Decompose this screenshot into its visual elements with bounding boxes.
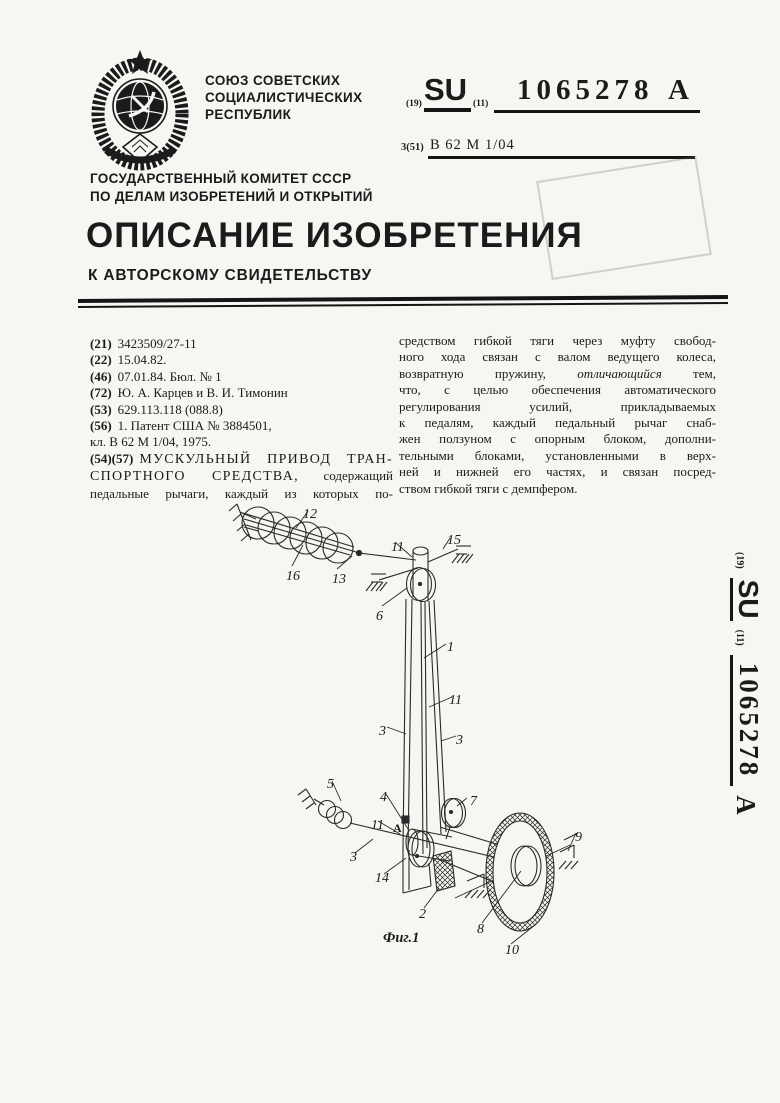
state-committee-lines bbox=[90, 170, 373, 206]
figure-part-label: 11 bbox=[391, 540, 404, 555]
abstract-line: жен ползуном с опорным блоком, дополни- bbox=[399, 431, 716, 447]
abstract-line: средством гибкой тяги через муфту свобод- bbox=[399, 333, 716, 348]
figure-part-label: 5 bbox=[327, 777, 334, 792]
figure-part-label: 14 bbox=[375, 871, 389, 886]
figure-part-label: 15 bbox=[447, 533, 461, 548]
figure-part-label: 6 bbox=[376, 609, 383, 624]
number-underline bbox=[494, 110, 700, 113]
biblio-line: (22) 15.04.82. bbox=[90, 352, 167, 368]
sidebar-number: 1065278 bbox=[730, 655, 762, 787]
figure-part-label: 13 bbox=[332, 572, 346, 587]
abstract-line: возвратную пружину, отличающийся тем, bbox=[399, 365, 716, 381]
figure-part-label: 9 bbox=[575, 830, 582, 845]
sidebar-document-number bbox=[730, 552, 770, 892]
abstract-line: ней и нижней его частях, и связан посред- bbox=[399, 464, 716, 480]
figure-part-label: 11 bbox=[371, 818, 384, 833]
committee-line: ПО ДЕЛАМ ИЗОБРЕТЕНИЙ И ОТКРЫТИЙ bbox=[90, 189, 373, 204]
biblio-line: (53) 629.113.118 (088.8) bbox=[90, 401, 223, 417]
biblio-line: (56) 1. Патент США № 3884501, bbox=[90, 418, 272, 434]
double-rule bbox=[78, 295, 728, 308]
figure-part-label: 1 bbox=[447, 640, 454, 655]
sidebar-code-11: (11) bbox=[734, 629, 745, 646]
country-underline bbox=[424, 108, 471, 112]
union-name-lines bbox=[205, 72, 363, 123]
abstract-column bbox=[399, 333, 716, 497]
abstract-line: тельными блоками, установленными в верх- bbox=[399, 447, 716, 463]
figure-part-label: 7 bbox=[470, 794, 477, 809]
biblio-line: кл. В 62 М 1/04, 1975. bbox=[90, 434, 212, 450]
abstract-line: к педалям, каждый педальный рычаг снаб- bbox=[399, 415, 716, 431]
sidebar-country-code: SU bbox=[730, 578, 762, 621]
figure-part-label: 10 bbox=[505, 943, 519, 958]
figure-part-label: 3 bbox=[379, 724, 386, 739]
code-11-label: (11) bbox=[473, 99, 489, 109]
code-19-label: (19) bbox=[406, 99, 422, 109]
figure-part-label: 4 bbox=[380, 790, 387, 805]
ipc-prefix: 3(51) bbox=[401, 142, 424, 153]
page-title: ОПИСАНИЕ ИЗОБРЕТЕНИЯ bbox=[86, 216, 583, 255]
document-number: 1065278 bbox=[517, 74, 654, 106]
figure-caption: Фиг.1 bbox=[383, 930, 420, 946]
abstract-line: ного хода связан с валом ведущего колеса, bbox=[399, 349, 716, 365]
sidebar-kind: A bbox=[731, 795, 761, 815]
figure-part-label: 16 bbox=[286, 569, 300, 584]
biblio-line: (46) 07.01.84. Бюл. № 1 bbox=[90, 368, 222, 384]
union-name-line: РЕСПУБЛИК bbox=[205, 107, 292, 122]
biblio-line: педальные рычаги, каждый из которых по- bbox=[90, 485, 393, 501]
committee-line: ГОСУДАРСТВЕННЫЙ КОМИТЕТ СССР bbox=[90, 171, 352, 186]
bibliographic-column bbox=[90, 336, 393, 502]
abstract-line: регулирования усилий, прикладываемых bbox=[399, 398, 716, 414]
figure-part-label: 2 bbox=[419, 907, 426, 922]
abstract-line: ством гибкой тяги с демпфером. bbox=[399, 480, 578, 496]
biblio-line: (21) 3423509/27-11 bbox=[90, 336, 197, 351]
figure-part-label: 12 bbox=[303, 507, 317, 522]
ipc-underline bbox=[428, 156, 695, 159]
page-subtitle: К АВТОРСКОМУ СВИДЕТЕЛЬСТВУ bbox=[88, 267, 372, 284]
figure-part-label: 11 bbox=[449, 693, 462, 708]
country-code: SU bbox=[424, 72, 468, 107]
ipc-classification: B 62 M 1/04 bbox=[430, 137, 515, 153]
figure-part-label: A bbox=[393, 821, 402, 835]
biblio-line: (72) Ю. А. Карцев и В. И. Тимонин bbox=[90, 385, 288, 401]
biblio-line: СПОРТНОГО СРЕДСТВА, содержащий bbox=[90, 468, 393, 485]
union-name-line: СОЮЗ СОВЕТСКИХ bbox=[205, 73, 341, 88]
union-name-line: СОЦИАЛИСТИЧЕСКИХ bbox=[205, 90, 363, 105]
biblio-line: (54)(57) МУСКУЛЬНЫЙ ПРИВОД ТРАН- bbox=[90, 450, 393, 467]
document-kind: A bbox=[668, 74, 689, 106]
abstract-line: что, с целью обеспечения автоматического bbox=[399, 382, 716, 398]
figure-part-label: 3 bbox=[350, 850, 357, 865]
figure-part-label: 3 bbox=[456, 733, 463, 748]
sidebar-code-19: (19) bbox=[734, 552, 745, 569]
ussr-coat-of-arms-icon bbox=[88, 48, 192, 174]
figure-part-label: 8 bbox=[477, 922, 484, 937]
